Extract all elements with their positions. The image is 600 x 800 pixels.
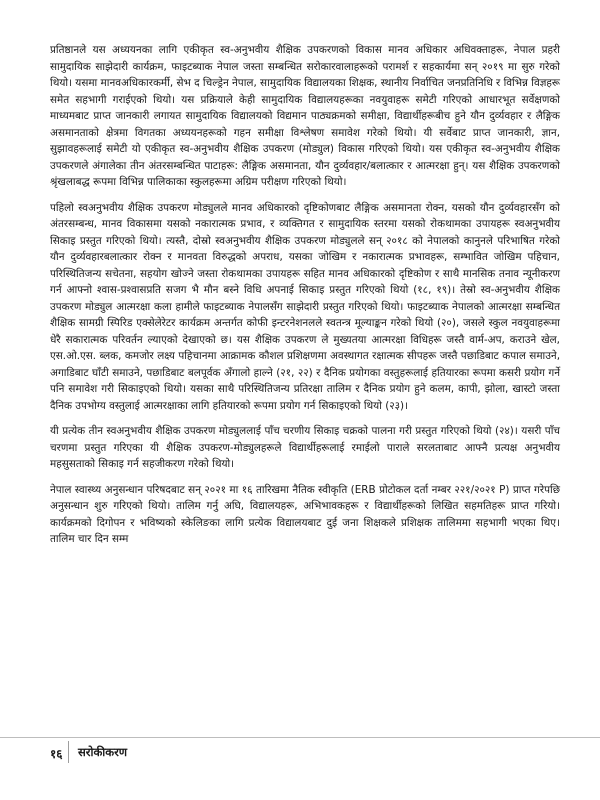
paragraph-learning-cycle: यी प्रत्येक तीन स्वअनुभवीय शैक्षिक उपकरण मोड्युललाई पाँच चरणीय सिकाइ चक्रको पालना गरी प्रस्तुत गरिएको थियो (२४)। यसरी पाँच चरणमा प्रस्तुत गरिएका यी शैक्षिक उपकरण-मोड्युलहरूले विद्यार्थीहरूलाई रमाईलो पाराले सरलताबाट आफ्नै प्रत्यक्ष अनुभवीय महसुसताको सिकाइ गर्न सहजीकरण गरेको थियो।: [50, 425, 560, 470]
page-number: १६: [50, 747, 63, 761]
page-footer: [0, 737, 600, 768]
paragraph-ethics-approval: नेपाल स्वास्थ्य अनुसन्धान परिषदबाट सन् २०२१ मा १६ तारिखमा नैतिक स्वीकृति (ERB प्रोटोकल दर्ता नम्बर २२१/२०२१ P) प्राप्त गरेपछि अनुसन्धान शुरु गरिएको थियो। तालिम गर्नु अघि, विद्यालयहरू, अभिभावकहरू र विद्यार्थीहरूको लिखित सहमतिहरू प्राप्त गरियो। कार्यक्रमको दिगोपन र भविष्यको स्केलिङका लागि प्रत्येक विद्यालयबाट दुई जना शिक्षकले प्रशिक्षक तालिममा सहभागी भएका थिए। तालिम चार दिन सम्म: [50, 483, 560, 545]
paragraph-modules: पहिलो स्वअनुभवीय शैक्षिक उपकरण मोड्युलले मानव अधिकारको दृष्टिकोणबाट लैङ्गिक असमानता रोक्न, यसको यौन दुर्व्यवहारसँग को अंतरसम्बन्ध, मानव विकासमा यसको नकारात्मक प्रभाव, र व्यक्तिगत र सामुदायिक स्तरमा यसको रोकथामका उपायहरू स्वअनुभवीय सिकाइ प्रस्तुत गरिएको थियो। त्यस्तै, दोस्रो स्वअनुभवीय शैक्षिक उपकरण मोड्युलले सन् २०१८ को नेपालको कानुनले परिभाषित गरेको यौन दुर्व्यवहारबलात्कार रोक्न र मानवता विरुद्धको अपराध, यसका जोखिम र नकारात्मक प्रभावहरू, सम्भावित जोखिम पहिचान, परिस्थितिजन्य सचेतना, सहयोग खोज्ने जस्ता रोकथामका उपायहरू सहित मानव अधिकारको दृष्टिकोण र साथै मानसिक तनाव न्यूनीकरण गर्न आफ्नो श्वास-प्रश्वासप्रति सजग भै मौन बस्ने विधि अपनाई सिकाइ प्रस्तुत गरिएको थियो (१८, १९)। तेस्रो स्व-अनुभवीय शैक्षिक उपकरण मोड्युल आत्मरक्षा कला हामीले फाइटब्याक नेपालसँग साझेदारी प्रस्तुत गरिएको थियो। फाइटब्याक नेपालको आत्मरक्षा सम्बन्धित शैक्षिक सामग्री स्पिरिड एक्सेलेरेटर कार्यक्रम अन्तर्गत कोफी इन्टरनेशनलले स्वतन्त्र मूल्याङ्कन गरेको थियो (२०), जसले स्कुल नवयुवाहरूमा धेरै सकारात्मक परिवर्तन ल्याएको देखाएको छ। यस शैक्षिक उपकरण ले मुख्यतया आत्मरक्षा विधिहरू जस्तै वार्म-अप, कराउने खेल, एस.ओ.एस. ब्लक, कमजोर लक्ष्य पहिचानमा आक्रामक कौशल प्रशिक्षणमा अवस्थागत रक्षात्मक सीपहरू जस्तै पछाडिबाट कपाल समाउने, अगाडिबाट घाँटी समाउने, पछाडिबाट बलपूर्वक अँगालो हाल्ने (२१, २२) र दैनिक प्रयोगका वस्तुहरूलाई हतियारका रूपमा कसरी प्रयोग गर्ने पनि समावेश गरी सिकाइएको थियो। यसका साथै परिस्थितिजन्य प्रतिरक्षा तालिम र दैनिक प्रयोग हुने कलम, कापी, झोला, खास्टो जस्ता दैनिक उपभोग्य वस्तुलाई आत्मरक्षाका लागि हतियारको रूपमा प्रयोग गर्न सिकाइएको थियो (२३)।: [50, 201, 560, 412]
page-body: [50, 42, 560, 557]
paragraph-intro: प्रतिष्ठानले यस अध्ययनका लागि एकीकृत स्व-अनुभवीय शैक्षिक उपकरणको विकास मानव अधिकार अधिवक्ताहरू, नेपाल प्रहरी सामुदायिक साझेदारी कार्यक्रम, फाइटब्याक नेपाल जस्ता सम्बन्धित सरोकारवालाहरूको परामर्श र सहकार्यमा सन् २०१९ मा सुरु गरेको थियो। यसमा मानवअधिकारकर्मी, सेभ द चिल्ड्रेन नेपाल, सामुदायिक विद्यालयका शिक्षक, स्थानीय निर्वाचित जनप्रतिनिधि र विभिन्न विज्ञहरू समेत सहभागी गराईएको थियो। यस प्रक्रियाले केही सामुदायिक विद्यालयहरूका नवयुवाहरू समेटी गरिएको आधारभूत सर्वेक्षणको माध्यमबाट प्राप्त जानकारी लगायत सामुदायिक विद्यालयको विद्यमान पाठ्यक्रमको समीक्षा, विद्यार्थीहरूबीच हुने यौन दुर्व्यवहार र लैङ्गिक असमानताको क्षेत्रमा विगतका अध्ययनहरूको गहन समीक्षा विश्लेषण समावेश गरेको थियो। यी सर्वेबाट प्राप्त जानकारी, ज्ञान, सुझावहरूलाई समेटी यो एकीकृत स्व-अनुभवीय शैक्षिक उपकरण (मोड्युल) विकास गरिएको थियो। यस एकीकृत स्व-अनुभवीय शैक्षिक उपकरणले अंगालेका तीन अंतरसम्बन्धित पाटाहरू: लैङ्गिक असमानता, यौन दुर्व्यवहार/बलात्कार र आत्मरक्षा हुन्। यस शैक्षिक उपकरणको श्रृंखलाबद्ध रूपमा विभिन्न पालिकाका स्कुलहरूमा अग्रिम परीक्षण गरिएको थियो।: [50, 44, 560, 188]
journal-title: सरोकीकरण: [78, 745, 128, 759]
footer-divider: [68, 741, 69, 763]
